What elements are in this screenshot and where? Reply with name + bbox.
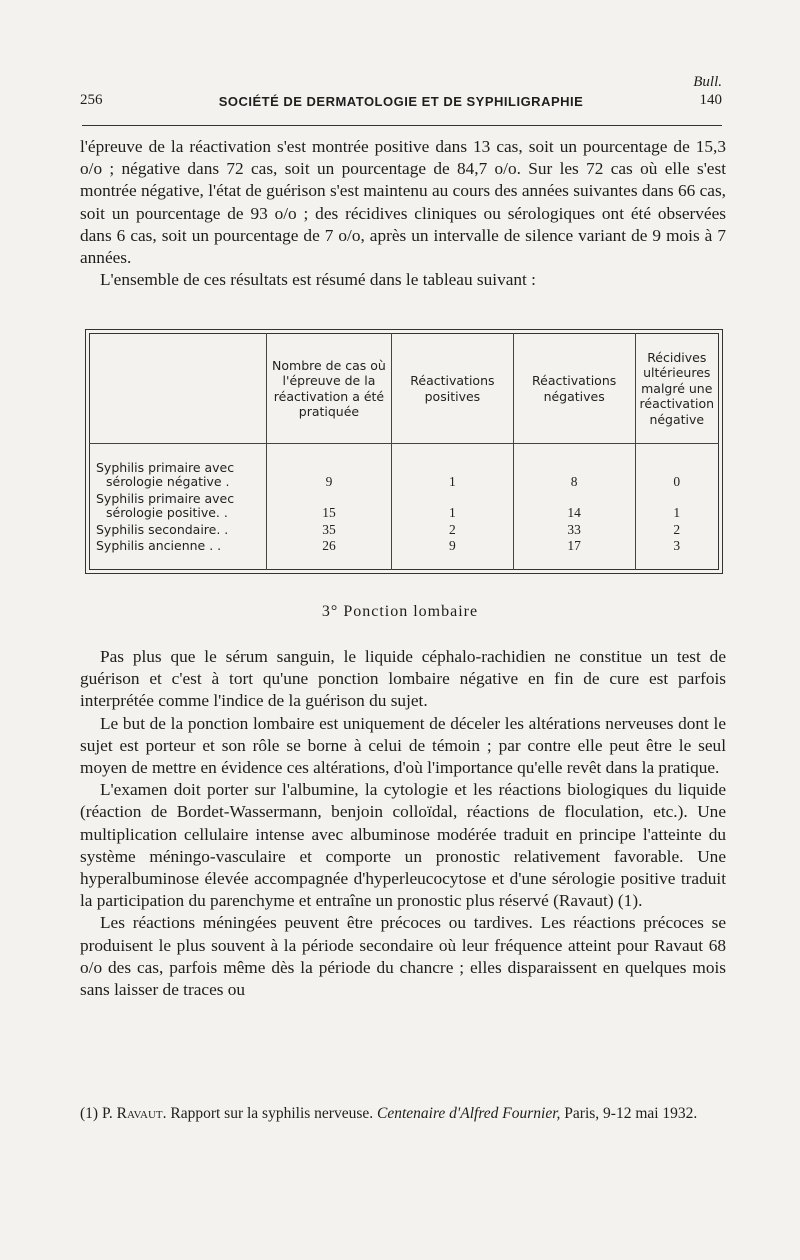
journal-abbreviation: Bull. bbox=[693, 74, 722, 90]
running-header bbox=[80, 92, 722, 114]
row-label bbox=[90, 521, 267, 538]
footnote-title: Rapport sur la syphilis nerveuse. bbox=[170, 1105, 374, 1122]
results-table bbox=[89, 333, 719, 570]
table-row bbox=[90, 538, 719, 569]
body-text bbox=[80, 646, 726, 1001]
table-header-cell: Réactivations positives bbox=[392, 334, 514, 444]
cell-cases: 9 bbox=[266, 444, 391, 490]
paragraph: l'épreuve de la réactivation s'est montrée positive dans 13 cas, soit un pourcentage de 15,3 o/o ; négative dans 72 cas, soit un pourcentage de 84,7 o/o. Sur les 72 cas où elle s'est montrée négative, l'état de guérison s'est maintenu au cours des années suivantes dans 66 cas, soit un pourcentage de 93 o/o ; des récidives cliniques ou sérologiques ont été observées dans 6 cas, soit un pourcentage de 7 o/o, après un intervalle de silence variant de 9 mois à 7 années. bbox=[80, 137, 726, 268]
row-label-line: Syphilis secondaire. . bbox=[96, 522, 229, 538]
right-page-number: 140 bbox=[699, 92, 722, 108]
paragraph: L'ensemble de ces résultats est résumé dans le tableau suivant : bbox=[100, 270, 536, 290]
running-title: SOCIÉTÉ DE DERMATOLOGIE ET DE SYPHILIGRAPHIE bbox=[218, 94, 584, 109]
row-label bbox=[90, 444, 267, 490]
cell-negative: 8 bbox=[513, 444, 635, 490]
cell-recurrences: 3 bbox=[635, 538, 718, 569]
row-label-line: Syphilis ancienne . . bbox=[96, 538, 222, 554]
footnote-author: P. Ravaut. bbox=[101, 1105, 167, 1122]
footnote-source: Centenaire d'Alfred Fournier, bbox=[377, 1105, 561, 1122]
left-page-number: 256 bbox=[80, 92, 103, 108]
table-row bbox=[90, 521, 719, 538]
paragraph: Pas plus que le sérum sanguin, le liquide céphalo-rachidien ne constitue un test de guérison et c'est à tort qu'une ponction lombaire négative en fin de cure est parfois interprétée comme l'indice de la guérison du sujet. bbox=[80, 647, 726, 711]
cell-negative: 33 bbox=[513, 521, 635, 538]
cell-cases: 26 bbox=[266, 538, 391, 569]
paragraph: Les réactions méningées peuvent être précoces ou tardives. Les réactions précoces se produisent le plus souvent à la période secondaire où leur fréquence atteint pour Ravaut 68 o/o des cas, parfois même dès la période du chancre ; elles disparaissent en quelques mois sans laisser de traces ou bbox=[80, 913, 726, 1000]
footnote bbox=[80, 1103, 726, 1124]
row-label bbox=[90, 538, 267, 569]
cell-positive: 2 bbox=[392, 521, 514, 538]
cell-negative: 17 bbox=[513, 538, 635, 569]
cell-positive: 9 bbox=[392, 538, 514, 569]
cell-positive: 1 bbox=[392, 444, 514, 490]
table-row bbox=[90, 444, 719, 490]
cell-recurrences: 0 bbox=[635, 444, 718, 490]
paragraph: L'examen doit porter sur l'albumine, la cytologie et les réactions biologiques du liquide (réaction de Bordet-Wassermann, benjoin colloïdal, réactions de floculation, etc.). Une multiplication cellulaire intense avec albuminose modérée traduit en principe l'atteinte du système méningo-vasculaire et comporte un pronostic relativement favorable. Une hyperalbuminose élevée accompagnée d'hyperleucocytose et d'une sérologie positive traduit la participation du parenchyme et entraîne un pronostic plus réservé (Ravaut) (1). bbox=[80, 780, 726, 911]
table-row bbox=[90, 490, 719, 522]
paragraph: Le but de la ponction lombaire est uniquement de déceler les altérations nerveuses dont le sujet est porteur et son rôle se borne à celui de témoin ; par contre elle peut être le seul moyen de mettre en évidence ces altérations, d'où l'importance qu'elle revêt dans la pratique. bbox=[80, 713, 726, 778]
footnote-marker: (1) bbox=[80, 1105, 99, 1122]
table-header-cell: Nombre de cas où l'épreuve de la réactivation a été pratiquée bbox=[266, 334, 391, 444]
row-label bbox=[90, 490, 267, 522]
footnote-text bbox=[80, 1103, 726, 1124]
intro-text bbox=[80, 136, 726, 291]
row-label-line: Syphilis primaire avec bbox=[96, 491, 235, 507]
table-header-row bbox=[90, 334, 719, 444]
table-header-cell: Récidives ultérieures malgré une réactivation négative bbox=[635, 334, 718, 444]
row-label-line: Syphilis primaire avec bbox=[96, 459, 235, 475]
table-header-cell: Réactivations négatives bbox=[513, 334, 635, 444]
cell-recurrences: 1 bbox=[635, 490, 718, 522]
row-label-line: sérologie positive. . bbox=[106, 505, 228, 521]
table-header-cell bbox=[90, 334, 267, 444]
cell-recurrences: 2 bbox=[635, 521, 718, 538]
section-title: 3° Ponction lombaire bbox=[321, 603, 479, 620]
cell-cases: 35 bbox=[266, 521, 391, 538]
cell-positive: 1 bbox=[392, 490, 514, 522]
header-rule bbox=[82, 125, 722, 126]
results-table-frame bbox=[85, 329, 723, 574]
cell-cases: 15 bbox=[266, 490, 391, 522]
cell-negative: 14 bbox=[513, 490, 635, 522]
row-label-line: sérologie négative . bbox=[106, 473, 230, 489]
footnote-place-date: Paris, 9-12 mai 1932. bbox=[564, 1105, 698, 1122]
